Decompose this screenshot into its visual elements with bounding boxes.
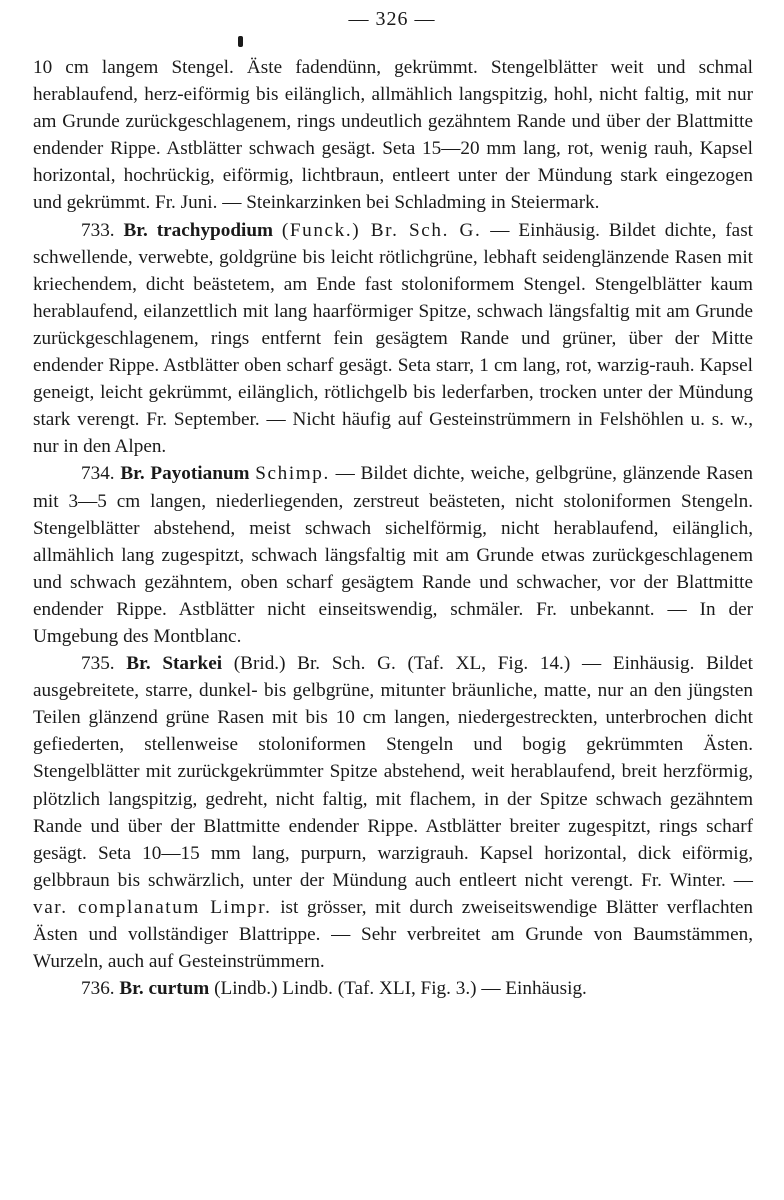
ink-speck [238,36,243,47]
species-entry-734 [33,460,753,650]
entry-number: 736. [81,978,115,1000]
species-entry-735 [33,650,753,975]
species-name: Br. Starkei [126,653,223,675]
entry-description: (Taf. XL, Fig. 14.) — Einhäusig. Bildet ausgebreitete, starre, dunkel- bis gelbgrüne, mitunter bräunliche, matte, nur an den jüngsten Teilen glänzend grüne Rasen mit bis 10 cm langen, niedergestreckten, unterbrochen dicht gefiederten, stellenweise stoloniformen Stengeln und bogig gekrümmten Ästen. Stengelblätter mit zurückgekrümmter Spitze abstehend, weit herablaufend, breit herzförmig, plötzlich langspitzig, gedreht, nicht faltig, mit flachem, in der Spitze schwach gezähntem Rande und über der Blattmitte endender Rippe. Astblätter breiter zugespitzt, rings scharf gesägt. Seta 10—15 mm lang, purpurn, warzigrauh. Kapsel horizontal, dick eiförmig, gelbbraun bis schwärzlich, unter der Mündung auch entleert nicht verengt. Fr. Winter. — [33,653,753,891]
species-name: Br. trachypodium [123,219,273,241]
species-author: (Lindb.) Lindb. [214,978,333,1000]
entry-number: 735. [81,653,115,675]
species-name: Br. curtum [119,978,210,1000]
paragraph-continuation [33,54,753,217]
species-name: Br. Payotianum [120,463,250,485]
entry-description: — Bildet dichte, weiche, gelbgrüne, glänzende Rasen mit 3—5 cm langen, niederliegenden, zerstreut beästeten, nicht stoloniformen Stengeln. Stengelblätter abstehend, meist schwach sichelförmig, nicht herablaufend, eilänglich, allmählich lang zugespitzt, schwach längsfaltig mit am Grunde etwas zurückgeschlagenem und schwach gezähntem, oben scharf gesägtem Rande und schwacher, vor der Blattmitte endender Rippe. Astblätter nicht einseitswendig, schmäler. Fr. unbekannt. — In der Umgebung des Montblanc. [33,463,754,647]
variety-description: ist grösser, mit durch zweiseitswendige Blätter verflachten Ästen und vollständiger Blattrippe. — Sehr verbreitet am Grunde von Baumstämmen, Wurzeln, auch auf Gesteinstrümmern. [33,896,754,973]
entry-number: 733. [81,219,115,241]
paragraph-text: 10 cm langem Stengel. Äste fadendünn, gekrümmt. Stengelblätter weit und schmal herablaufend, herz-eiförmig bis eilänglich, allmählich langspitzig, hohl, nicht faltig, mit nur am Grunde zurückgeschlagenem, rings undeutlich gezähntem Rande und über der Blattmitte endender Rippe. Astblätter schwach gesägt. Seta 15—20 mm lang, rot, wenig rauh, Kapsel horizontal, hochrückig, eiförmig, lichtbraun, entleert unter der Mündung stark eingezogen und gekrümmt. Fr. Juni. — Steinkarzinken bei Schladming in Steiermark. [33,57,753,214]
page-number: — 326 — [348,8,436,30]
species-author: (Brid.) Br. Sch. G. [233,653,396,675]
species-entry-736 [33,975,753,1002]
species-author: Schimp. [255,463,330,485]
species-entry-733 [33,217,753,461]
body-text [33,54,753,1002]
entry-description: (Taf. XLI, Fig. 3.) — Einhäusig. [332,978,587,1000]
entry-description: — Einhäusig. Bildet dichte, fast schwellende, verwebte, goldgrüne bis leicht rötlichgrüne, lebhaft seidenglänzende Rasen mit kriechendem, dicht beästetem, am Ende fast stoloniformem Stengel. Stengelblätter kaum herablaufend, eilanzettlich mit lang haarförmiger Spitze, schwach längsfaltig mit am Grunde zurückgeschlagenem, rings entfernt fein gesägtem Rande und grüner, über der Mitte endender Rippe. Astblätter oben scharf gesägt. Seta starr, 1 cm lang, rot, warzig-rauh. Kapsel geneigt, leicht gekrümmt, eilänglich, rötlichgelb bis lederfarben, trocken unter der Mündung stark verengt. Fr. September. — Nicht häufig auf Gesteinstrümmern in Felshöhlen u. s. w., nur in den Alpen. [33,219,753,458]
species-author: (Funck.) Br. Sch. G. [281,219,482,241]
entry-number: 734. [81,463,115,485]
variety-name: var. complanatum Limpr. [33,896,272,918]
